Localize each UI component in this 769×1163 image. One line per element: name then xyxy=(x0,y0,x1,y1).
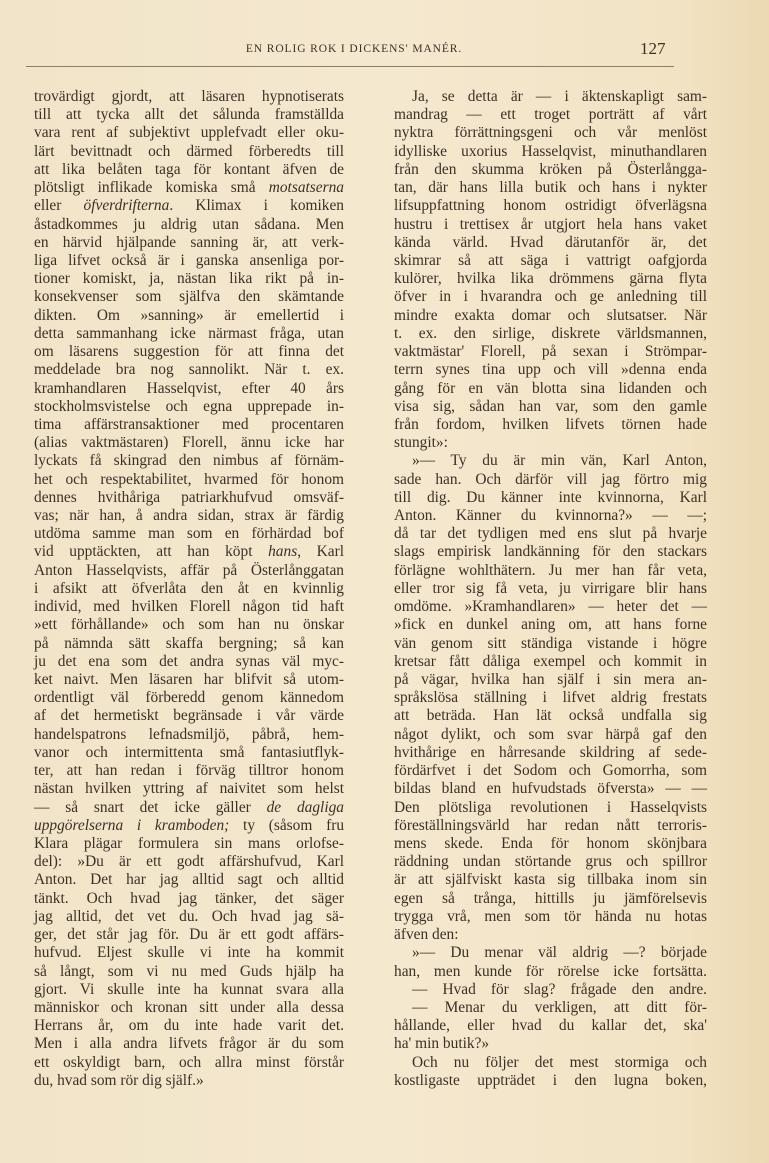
text-line: tan, där hans lilla butik och hans i nykter xyxy=(394,179,707,197)
text-line: t. ex. den sirlige, diskrete världsmannen, xyxy=(394,324,707,342)
text-line: trygga vrå, men som tör hända nu hotas xyxy=(394,907,707,925)
text-line: nästan hvilken yttring af naivitet som helst xyxy=(34,780,344,798)
text-line: mens skede. Enda för honom skönjbara xyxy=(394,834,707,852)
text-line: (alias vaktmästaren) Florell, ännu icke har xyxy=(34,434,344,452)
text-line: »— Du menar väl aldrig —? började xyxy=(412,944,707,962)
text-segment: — så snart det icke gäller xyxy=(34,798,267,816)
text-line: omdöme. »Kramhandlaren» — heter det — xyxy=(394,598,707,616)
text-line: kretsar fått dåliga exempel och kommit in xyxy=(394,652,707,670)
text-line: konsekvenser som själfva den skämtande xyxy=(34,288,344,306)
text-line: vanor och intermittenta små fantasiutflyk- xyxy=(34,743,344,761)
text-column-right xyxy=(394,88,707,1090)
text-segment: eller xyxy=(34,197,84,215)
text-column-left xyxy=(34,88,344,1090)
text-line: vaktmästar' Florell, på sexan i Strömpar- xyxy=(394,343,707,361)
text-line: del): »Du är ett godt affärshufvud, Karl xyxy=(34,853,344,871)
text-line: på vägar, hvilka han själf i sin mera an- xyxy=(394,671,707,688)
text-line: sade han. Och därför vill jag förtro mig xyxy=(394,470,707,488)
text-line: då tar det tydligen med ens slut på hvarje xyxy=(394,525,707,543)
text-line: idylliske uxorius Hasselqvist, minuthandlaren xyxy=(394,142,707,160)
page-number: 127 xyxy=(640,39,666,58)
text-line: förlägne wohlthätern. Ju mer han får veta, xyxy=(394,561,707,579)
text-line: räddning undan störtande grus och spillror xyxy=(394,853,707,871)
text-line: »— Ty du är min vän, Karl Anton, xyxy=(412,452,707,470)
text-line: kända värld. Hvad därutanför är, det xyxy=(394,233,707,251)
text-line: trovärdigt gjordt, att läsaren hypnotiserats xyxy=(34,88,344,105)
text-line: ket naivt. Men läsaren har blifvit så utom- xyxy=(34,671,344,688)
running-head xyxy=(0,39,769,63)
italic-text: uppgörelserna i kramboden; xyxy=(34,816,230,834)
header-rule xyxy=(26,66,674,67)
text-line: liga lifvet också är i ganska ansenliga por- xyxy=(34,251,344,269)
text-line: språkslösa ställning i lifvet aldrig frestats xyxy=(394,689,707,707)
text-line: handelspatrons lefnadsmiljö, påbrå, hem- xyxy=(34,725,344,743)
text-line: på nämnda sätt skaffa bergning; så kan xyxy=(34,634,344,652)
text-line: Men i alla andra lifvets frågor är du som xyxy=(34,1035,344,1053)
text-line: Klara plägar formulera sin mans orlofse- xyxy=(34,834,344,852)
text-line: Den plötsliga revolutionen i Hasselqvists xyxy=(394,798,707,816)
text-line: lifsuppfattning honom ostridigt öfverlägsna xyxy=(394,197,707,215)
text-line xyxy=(34,799,344,817)
text-line: vara rent af subjektivt upplefvadt eller oku- xyxy=(34,124,344,142)
text-line: om läsarens suggestion för att finna det xyxy=(34,343,344,361)
text-line: vän genom sitt ständiga vistande i högre xyxy=(394,634,707,652)
text-line: detta sammanhang icke närmast fråga, utan xyxy=(34,324,344,342)
text-line: — Menar du verkligen, att ditt för- xyxy=(412,998,707,1016)
text-line: åstadkommes ju aldrig utan sådana. Men xyxy=(34,215,344,233)
text-line: från fordom, hvilken lifvets törnen hade xyxy=(394,415,707,433)
italic-text: de dagliga xyxy=(266,798,344,816)
text-line: hvithårige en hårresande skildring af sede- xyxy=(394,743,707,761)
text-line: egen så trånga, hittills ju jämförelsevis xyxy=(394,889,707,907)
text-line: Ja, se detta är — i äktenskapligt sam- xyxy=(412,88,707,105)
text-line: stockholmsvistelse och egna upprepade in- xyxy=(34,397,344,415)
text-line: nyktra förrättningsgeni och vår menlöst xyxy=(394,124,707,142)
text-line: människor och kronan sitt under alla dessa xyxy=(34,998,344,1016)
text-line: ha' min butik?» xyxy=(394,1035,490,1053)
text-line: lyckats få skingrad den nimbus af förnäm- xyxy=(34,452,344,470)
text-line: Anton. Det har jag alltid sagt och alltid xyxy=(34,871,344,889)
text-line: ett oskyldigt barn, och allra minst förstår xyxy=(34,1053,344,1071)
text-line: gång för en vän blotta sina lidanden och xyxy=(394,379,707,397)
text-line: till att tycka allt det sålunda framställda xyxy=(34,106,344,124)
text-line: är att själfviskt kasta sig tillbaka inom sin xyxy=(394,871,707,889)
text-line: eller tror sig få veta, ju virrigare blir hans xyxy=(394,579,707,597)
text-line: skimrar så att säga i vattrigt oafgjorda xyxy=(394,251,707,269)
text-line: ter, att han redan i förväg tilltror honom xyxy=(34,762,344,780)
text-line: kostligaste uppträdet i den lugna boken, xyxy=(394,1071,707,1089)
text-line: mindre exakta domar och slutsatser. När xyxy=(394,306,707,324)
italic-text: öfverdrifterna xyxy=(83,197,170,215)
text-line: lärt bevittnadt och därmed förberedts till xyxy=(34,142,344,160)
text-line: ger, det står jag för. Du är ett godt affärs- xyxy=(34,926,344,944)
text-line: kulörer, hvilka lika drömmens gärna flyta xyxy=(394,270,707,288)
text-line: af det hermetiskt begränsade i vår värde xyxy=(34,707,344,725)
running-head-title: EN ROLIG ROK I DICKENS' MANÉR. xyxy=(245,43,463,55)
italic-text: motsatserna xyxy=(268,179,344,197)
text-line: kramhandlaren Hasselqvist, efter 40 års xyxy=(34,379,344,397)
text-line: terrn synes tina upp och vill »denna enda xyxy=(394,361,707,379)
text-line: mandrag — ett troget porträtt af vårt xyxy=(394,106,707,124)
text-line: tima affärstransaktioner med procentaren xyxy=(34,415,344,433)
text-line: hustru i trettisex år utgjort hela hans vaket xyxy=(394,215,707,233)
text-line: äfven den: xyxy=(394,926,459,944)
text-line xyxy=(34,817,344,835)
text-line: individ, med hvilken Florell någon tid haft xyxy=(34,598,344,616)
text-line: fördärfvet i det Sodom och Gomorrha, som xyxy=(394,762,707,780)
text-line: ju det ena som det andra synas väl myc- xyxy=(34,652,344,670)
text-line: något dylikt, och som svar härpå gaf den xyxy=(394,725,707,743)
text-line: i afsikt att öfverlåta den åt en kvinnlig xyxy=(34,579,344,597)
text-segment: , Karl xyxy=(297,543,345,561)
text-line: att beträda. Han lät också undfalla sig xyxy=(394,707,707,725)
text-line xyxy=(34,197,344,215)
text-line: dennes hvithåriga patriarkhufvud omsväf- xyxy=(34,488,344,506)
text-line: visa sig, sådan han var, som den gamle xyxy=(394,397,707,415)
text-line xyxy=(34,543,344,561)
text-line: meddelade bra nog sannolikt. När t. ex. xyxy=(34,361,344,379)
text-line: »fick en dunkel aning om, att hans forne xyxy=(394,616,707,634)
text-segment: plötsligt inflikade komiska små xyxy=(34,179,269,197)
text-line: utdöma samme man som en förhärdad bof xyxy=(34,525,344,543)
text-line xyxy=(34,179,344,197)
text-line: bildas bland en hufvudstads öfversta» — — xyxy=(394,780,707,798)
text-line: från den skumma kröken på Österlångga- xyxy=(394,160,707,178)
text-line: het och respektabilitet, hvarmed för honom xyxy=(34,470,344,488)
text-line: tioner komiskt, ja, nästan lika rikt på in- xyxy=(34,270,344,288)
text-line: ordentligt väl förberedd genom kännedom xyxy=(34,689,344,707)
text-line: dikten. Om »sanning» är emellertid i xyxy=(34,306,344,324)
text-line: öfver in i hvarandra och ge anledning till xyxy=(394,288,707,306)
text-line: »ett förhållande» och som han nu önskar xyxy=(34,616,344,634)
text-line: Herrans år, om du inte hade varit det. xyxy=(34,1017,344,1035)
text-line: — Hvad för slag? frågade den andre. xyxy=(412,980,707,998)
text-line: hållande, eller hvad du kallar det, ska' xyxy=(394,1017,707,1035)
text-segment: vid upptäckten, att han köpt xyxy=(34,543,269,561)
text-line: hufvud. Eljest skulle vi inte ha kommit xyxy=(34,944,344,962)
text-segment: . Klimax i komiken xyxy=(169,197,344,215)
text-line: slags empirisk landkänning för den stackars xyxy=(394,543,707,561)
text-line: en härvid hjälpande sanning är, att verk- xyxy=(34,233,344,251)
text-line: till dig. Du känner inte kvinnorna, Karl xyxy=(394,488,707,506)
italic-text: hans xyxy=(268,543,298,561)
text-line: stungit»: xyxy=(394,434,448,452)
text-line: Och nu följer det mest stormiga och xyxy=(412,1053,707,1071)
text-line: vas; när han, å andra sidan, strax är färdig xyxy=(34,507,344,525)
text-line: att lika belåten taga för kontant äfven de xyxy=(34,160,344,178)
text-line: gjort. Vi skulle inte ha kunnat svara alla xyxy=(34,980,344,998)
text-line: Anton. Känner du kvinnorna?» — —; xyxy=(394,507,707,525)
text-line: jag alltid, det vet du. Och hvad jag sä- xyxy=(34,907,344,925)
text-line: så långt, som vi nu med Guds hjälp ha xyxy=(34,962,344,980)
text-line: han, men kunde för rörelse icke fortsätta. xyxy=(394,962,707,980)
text-segment: ty (såsom fru xyxy=(229,816,345,834)
text-line: föreställningsvärld har redan nått terroris- xyxy=(394,816,707,834)
text-line: tänkt. Och hvad jag tänker, det säger xyxy=(34,889,344,907)
text-line: Anton Hasselqvists, affär på Österlånggatan xyxy=(34,561,344,579)
text-line: du, hvad som rör dig själf.» xyxy=(34,1071,204,1089)
